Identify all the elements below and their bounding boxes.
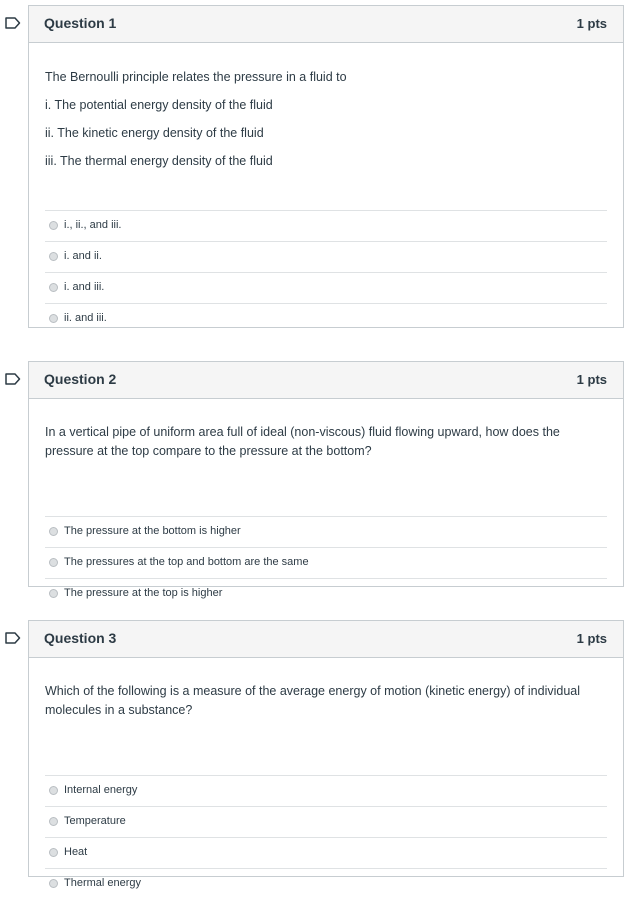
answer-option[interactable] [45, 807, 607, 838]
answer-option[interactable] [45, 869, 607, 899]
answer-option[interactable] [45, 838, 607, 869]
radio-button[interactable] [49, 283, 58, 292]
answer-option[interactable] [45, 776, 607, 807]
answer-label: i. and ii. [64, 250, 102, 262]
radio-button[interactable] [49, 848, 58, 857]
answer-list [45, 210, 607, 334]
radio-button[interactable] [49, 252, 58, 261]
answer-option[interactable] [45, 273, 607, 304]
answer-option[interactable] [45, 211, 607, 242]
answer-label: Temperature [64, 815, 126, 827]
question-text [45, 658, 607, 775]
answer-list [45, 775, 607, 899]
question-text-line: iii. The thermal energy density of the fluid [45, 154, 273, 168]
question-header [29, 6, 623, 43]
answer-label: i. and iii. [64, 281, 105, 293]
question-text-line: The Bernoulli principle relates the pressure in a fluid to [45, 70, 347, 84]
question-points: 1 pts [576, 16, 607, 31]
answer-label: The pressure at the bottom is higher [64, 525, 241, 537]
radio-button[interactable] [49, 817, 58, 826]
question-text-line: i. The potential energy density of the fluid [45, 98, 273, 112]
question-text-line: ii. The kinetic energy density of the fluid [45, 126, 264, 140]
answer-label: Internal energy [64, 784, 138, 796]
question-text-line: In a vertical pipe of uniform area full of ideal (non-viscous) fluid flowing upward, how does the [45, 425, 560, 439]
question-text [45, 43, 607, 210]
question-text-line: Which of the following is a measure of the average energy of motion (kinetic energy) of individual [45, 684, 581, 698]
question-card-3 [28, 620, 624, 889]
question-points: 1 pts [576, 372, 607, 387]
flag-question-icon[interactable] [5, 373, 21, 385]
radio-button[interactable] [49, 879, 58, 888]
question-title: Question 3 [44, 630, 117, 646]
answer-label: The pressures at the top and bottom are the same [64, 556, 309, 568]
answer-option[interactable] [45, 304, 607, 334]
question-card-1 [28, 5, 624, 328]
question-title: Question 2 [44, 371, 117, 387]
answer-list [45, 516, 607, 609]
question-header [29, 362, 623, 399]
question-card-2 [28, 361, 624, 599]
answer-option[interactable] [45, 517, 607, 548]
question-text [45, 399, 607, 516]
flag-question-icon[interactable] [5, 17, 21, 29]
radio-button[interactable] [49, 221, 58, 230]
question-points: 1 pts [576, 631, 607, 646]
question-text-line: molecules in a substance? [45, 703, 193, 717]
question-header [29, 621, 623, 658]
radio-button[interactable] [49, 314, 58, 323]
question-title: Question 1 [44, 15, 117, 31]
answer-option[interactable] [45, 548, 607, 579]
answer-label: Thermal energy [64, 877, 142, 889]
flag-question-icon[interactable] [5, 632, 21, 644]
radio-button[interactable] [49, 527, 58, 536]
answer-label: ii. and iii. [64, 312, 107, 324]
radio-button[interactable] [49, 558, 58, 567]
answer-label: Heat [64, 846, 88, 858]
answer-label: The pressure at the top is higher [64, 587, 223, 599]
answer-label: i., ii., and iii. [64, 219, 122, 231]
radio-button[interactable] [49, 786, 58, 795]
question-text-line: pressure at the top compare to the pressure at the bottom? [45, 444, 372, 458]
answer-option[interactable] [45, 242, 607, 273]
answer-option[interactable] [45, 579, 607, 609]
radio-button[interactable] [49, 589, 58, 598]
